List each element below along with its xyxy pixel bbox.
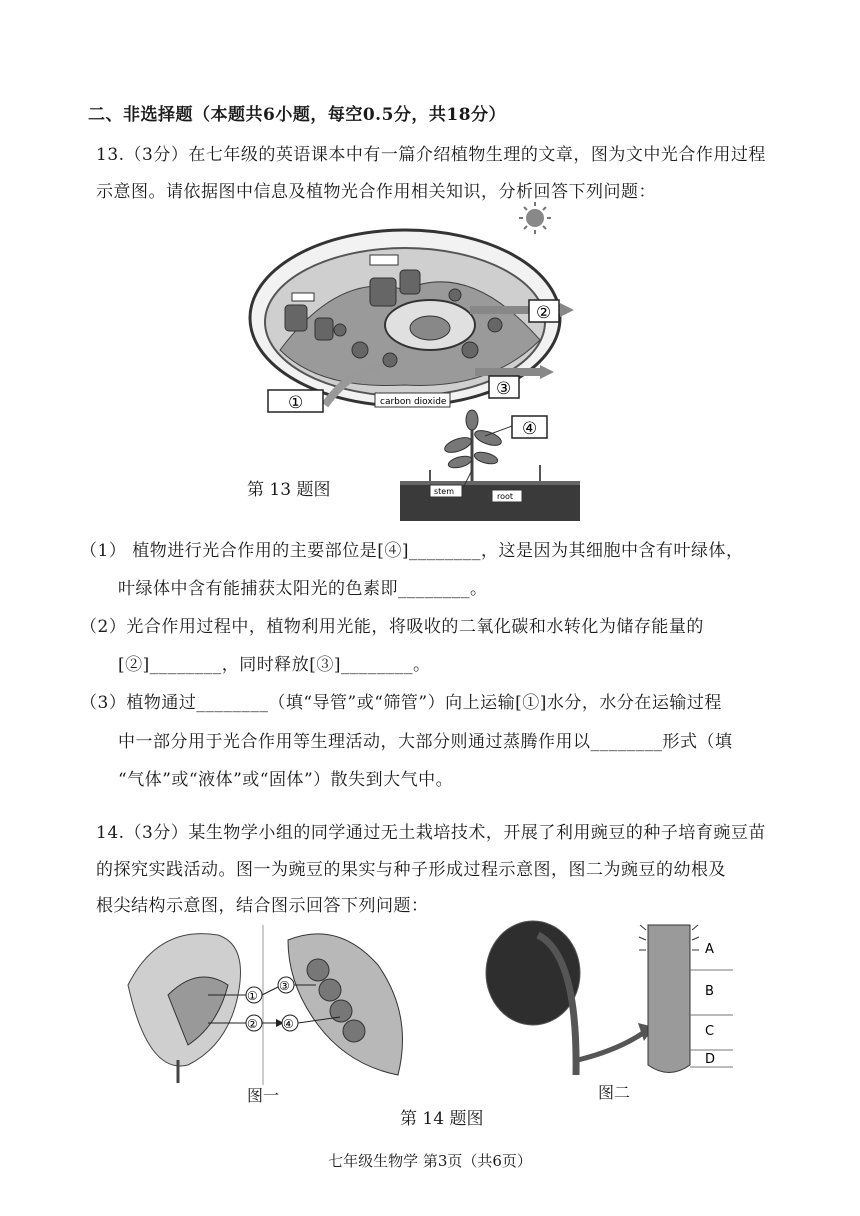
figure-14-1-caption: 图一 — [247, 1086, 280, 1105]
zone-label-c: C — [705, 1024, 715, 1039]
label-1: ① — [288, 393, 304, 413]
figure-14-1 — [118, 925, 418, 1085]
pea-root-tip-diagram — [478, 915, 758, 1080]
q13-p3-line3: “气体”或“液体”或“固体”）散失到大气中。 — [118, 770, 454, 790]
q14-intro-line2: 的探究实践活动。图一为豌豆的果实与种子形成过程示意图，图二为豌豆的幼根及 — [96, 860, 726, 880]
zone-label-b: B — [705, 984, 714, 999]
q13-p3-line2: 中一部分用于光合作用等生理活动，大部分则通过蒸腾作用以________形式（填 — [118, 732, 733, 752]
zone-label-a: A — [705, 942, 714, 957]
section-title: 二、非选择题（本题共6小题，每空0.5分，共18分） — [88, 105, 507, 125]
figure-14-2 — [478, 915, 758, 1080]
label-2: ② — [536, 303, 552, 323]
figure-13-caption: 第 13 题图 — [247, 480, 331, 500]
q13-p2-line2: [②]________，同时释放[③]________。 — [118, 655, 431, 675]
sun-icon — [519, 202, 551, 234]
fig1-label-4: ④ — [283, 1017, 294, 1031]
fig1-label-3: ③ — [279, 979, 290, 993]
fig1-label-2: ② — [247, 1017, 258, 1031]
q14-intro-line3: 根尖结构示意图，结合图示回答下列问题： — [96, 896, 429, 916]
figure-14-2-caption: 图二 — [598, 1083, 631, 1102]
carbon-dioxide-label: carbon dioxide — [380, 397, 447, 407]
q13-intro-line2: 示意图。请依据图中信息及植物光合作用相关知识，分析回答下列问题： — [96, 182, 656, 202]
fig1-label-1: ① — [247, 989, 258, 1003]
q13-p3-line1: （3）植物通过________（填“导管”或“筛管”）向上运输[①]水分，水分在运输过程 — [80, 693, 722, 713]
q13-intro-line1: 13.（3分）在七年级的英语课本中有一篇介绍植物生理的文章，图为文中光合作用过程 — [96, 145, 766, 165]
q14-intro-line1: 14.（3分）某生物学小组的同学通过无土栽培技术，开展了利用豌豆的种子培育豌豆苗 — [96, 823, 766, 843]
figure-14-caption: 第 14 题图 — [400, 1109, 484, 1129]
label-4: ④ — [522, 419, 538, 439]
label-3: ③ — [496, 379, 512, 399]
page-footer: 七年级生物学 第3页（共6页） — [328, 1152, 532, 1170]
q13-p2-line1: （2）光合作用过程中，植物利用光能，将吸收的二氧化碳和水转化为储存能量的 — [80, 617, 704, 637]
stem-label: stem — [434, 487, 455, 496]
zone-label-d: D — [705, 1052, 716, 1067]
q13-p1-line2: 叶绿体中含有能捕获太阳光的色素即________。 — [118, 579, 488, 599]
root-label: root — [497, 492, 514, 501]
pea-flower-fruit-diagram — [118, 925, 418, 1085]
q13-p1-line1: （1） 植物进行光合作用的主要部位是[④]________，这是因为其细胞中含有叶绿体， — [80, 541, 744, 561]
